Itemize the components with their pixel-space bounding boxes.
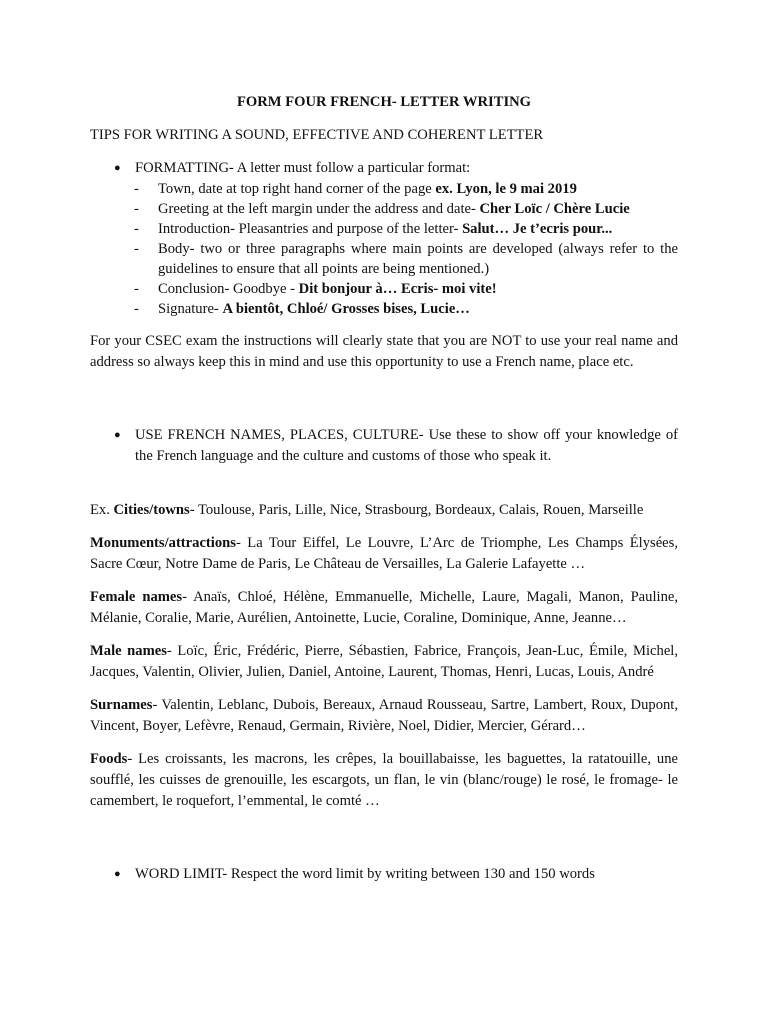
list-item: - Introduction- Pleasantries and purpose of the letter- Salut… Je t’ecris pour... [134,221,613,237]
bullet-dot-icon: ● [114,162,121,174]
example-foods: Foods- Les croissants, les macrons, les crêpes, la bouillabaisse, les baguettes, la ratatouille, une soufflé, les cuisses de grenouille, les escargots, un flan, le vin (blanc/rouge) le rosé, le fromage- le camembert, le roquefort, l’emmental, le comté … [90,751,678,809]
example-female-names: Female names- Anaïs, Chloé, Hélène, Emmanuelle, Michelle, Laure, Magali, Manon, Pauline, Mélanie, Coralie, Marie, Aurélien, Antoinette, Lucie, Coraline, Dominique, Anne, Jeanne… [90,589,678,626]
example-monuments: Monuments/attractions- La Tour Eiffel, Le Louvre, L’Arc de Triomphe, Les Champs Élysées, Sacre Cœur, Notre Dame de Paris, Le Château de Versailles, La Galerie Lafayette … [90,535,678,572]
word-limit-text: WORD LIMIT- Respect the word limit by writing between 130 and 150 words [135,866,595,882]
document-subtitle: TIPS FOR WRITING A SOUND, EFFECTIVE AND COHERENT LETTER [90,127,544,143]
list-item: - Town, date at top right hand corner of the page ex. Lyon, le 9 mai 2019 [134,181,577,197]
list-item: - Conclusion- Goodbye - Dit bonjour à… Ecris- moi vite! [134,281,497,297]
example-male-names: Male names- Loïc, Éric, Frédéric, Pierre, Sébastien, Fabrice, François, Jean-Luc, Émile, Michel, Jacques, Valentin, Olivier, Julien, Daniel, Antoine, Laurent, Thomas, Henri, Lucas, Louis, André [90,643,679,680]
list-item: - Greeting at the left margin under the address and date- Cher Loïc / Chère Lucie [134,201,630,217]
list-item: - Signature- A bientôt, Chloé/ Grosses bises, Lucie… [134,301,470,317]
csec-note: For your CSEC exam the instructions will clearly state that you are NOT to use your real name and address so always keep this in mind and use this opportunity to use a French name, place etc. [90,333,678,370]
example-surnames: Surnames- Valentin, Leblanc, Dubois, Bereaux, Arnaud Rousseau, Sartre, Lambert, Roux, Dupont, Vincent, Boyer, Lefèvre, Renaud, Germain, Rivière, Noel, Didier, Mercier, Gérard… [90,697,678,734]
word-limit-bullet [90,864,678,885]
formatting-bullet [90,158,678,179]
document-page [90,92,678,885]
formatting-lead: FORMATTING- A letter must follow a particular format: [135,160,471,176]
list-item: - Body- two or three paragraphs where main points are developed (always refer to the guidelines to ensure that all points are being mentioned.) [134,241,678,277]
example-cities: Ex. Cities/towns- Toulouse, Paris, Lille, Nice, Strasbourg, Bordeaux, Calais, Rouen, Marseille [90,502,644,518]
formatting-list [90,179,678,319]
bullet-dot-icon: ● [114,868,121,880]
use-french-bullet [90,425,678,467]
bullet-dot-icon: ● [114,429,121,441]
use-french-text: USE FRENCH NAMES, PLACES, CULTURE- Use these to show off your knowledge of the French language and the culture and customs of those who speak it. [135,427,678,464]
document-title: FORM FOUR FRENCH- LETTER WRITING [236,94,532,110]
